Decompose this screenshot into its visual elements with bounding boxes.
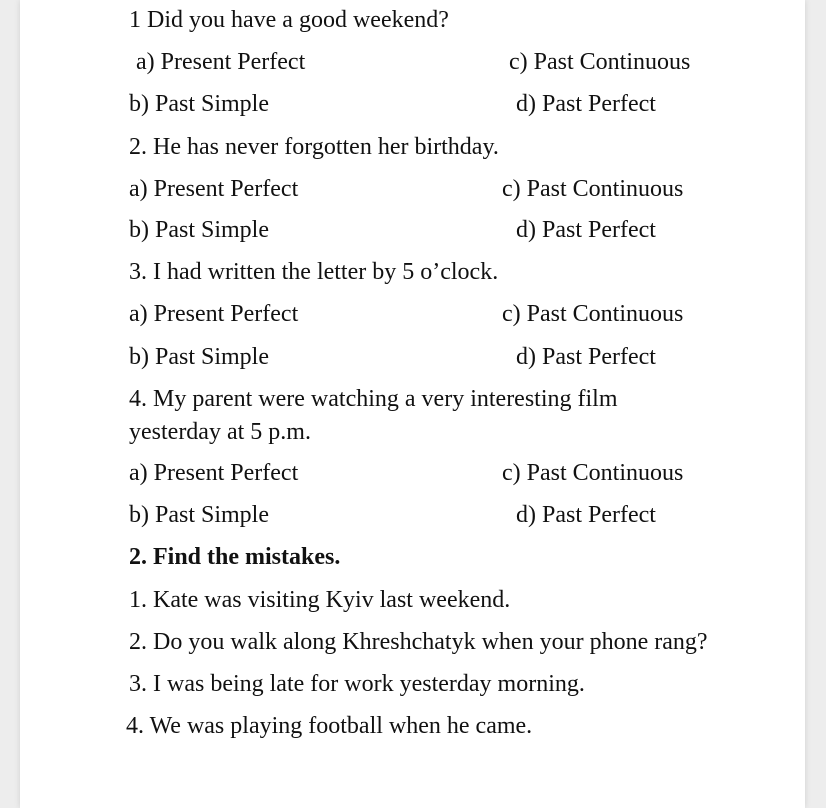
question-2-text: 2. He has never forgotten her birthday. [129, 134, 499, 160]
section-2-heading: 2. Find the mistakes. [129, 544, 341, 570]
question-4-option-a: a) Present Perfect [129, 460, 299, 486]
question-2-option-c: c) Past Continuous [502, 176, 684, 202]
question-2-option-b: b) Past Simple [129, 217, 270, 243]
mistake-item-1: 1. Kate was visiting Kyiv last weekend. [129, 587, 511, 613]
question-1-option-a: a) Present Perfect [136, 49, 306, 75]
question-4-option-b: b) Past Simple [129, 502, 270, 528]
mistake-item-3: 3. I was being late for work yesterday morning. [129, 671, 585, 697]
question-3-option-d: d) Past Perfect [516, 344, 656, 370]
worksheet-page [20, 0, 805, 808]
mistake-item-4: 4. We was playing football when he came. [126, 713, 533, 739]
question-4-text-line2: yesterday at 5 p.m. [129, 419, 311, 445]
question-4-option-c: c) Past Continuous [502, 460, 684, 486]
question-1-option-d: d) Past Perfect [516, 91, 656, 117]
question-3-text: 3. I had written the letter by 5 o’clock. [129, 259, 499, 285]
question-4-text-line1: 4. My parent were watching a very interesting film [129, 386, 618, 412]
question-1-text: 1 Did you have a good weekend? [129, 7, 449, 33]
question-1-option-b: b) Past Simple [129, 91, 270, 117]
question-4-option-d: d) Past Perfect [516, 502, 656, 528]
question-3-option-a: a) Present Perfect [129, 301, 299, 327]
question-3-option-b: b) Past Simple [129, 344, 270, 370]
question-2-option-d: d) Past Perfect [516, 217, 656, 243]
question-1-option-c: c) Past Continuous [509, 49, 691, 75]
question-2-option-a: a) Present Perfect [129, 176, 299, 202]
mistake-item-2: 2. Do you walk along Khreshchatyk when your phone rang? [129, 629, 708, 655]
question-3-option-c: c) Past Continuous [502, 301, 684, 327]
